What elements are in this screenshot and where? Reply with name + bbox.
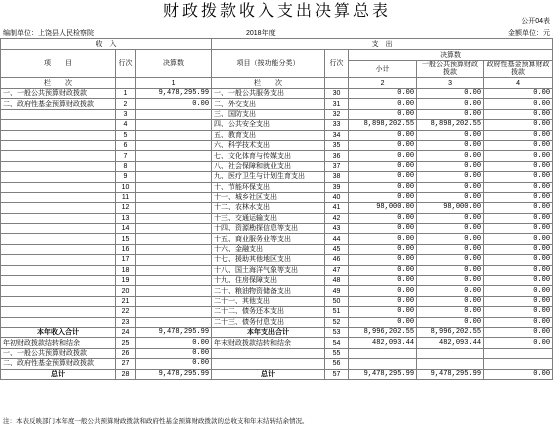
table-row — [1, 359, 553, 369]
general-budget-value: 0.00 — [417, 317, 484, 327]
subtotal-value: 0.00 — [349, 224, 417, 234]
left-row-no: 13 — [116, 213, 136, 223]
left-row-no: 27 — [116, 359, 136, 369]
general-budget-value: 0.00 — [417, 244, 484, 254]
gov-fund-value: 0.00 — [484, 120, 553, 130]
subtotal-value: 0.00 — [349, 89, 417, 99]
subtotal-value: 0.00 — [349, 213, 417, 223]
left-amount — [136, 276, 212, 286]
right-row-no: 33 — [325, 120, 349, 130]
right-row-no: 57 — [325, 369, 349, 379]
right-row-no: 46 — [325, 255, 349, 265]
table-row — [1, 172, 553, 182]
gov-fund-value: 0.00 — [484, 255, 553, 265]
col-label: 栏 次 — [1, 78, 116, 89]
general-budget-value: 0.00 — [417, 172, 484, 182]
col-1: 1 — [136, 78, 212, 89]
right-item: 十五、商业服务业等支出 — [212, 234, 325, 244]
left-row-no: 9 — [116, 172, 136, 182]
general-budget-value: 0.00 — [417, 130, 484, 140]
subtotal-value: 8,996,202.55 — [349, 327, 417, 337]
right-item: 二十一、其他支出 — [212, 296, 325, 306]
general-budget-header: 一般公共预算财政拨款 — [417, 61, 484, 78]
subtotal-value: 0.00 — [349, 265, 417, 275]
subtotal-value: 0.00 — [349, 255, 417, 265]
general-budget-value: 0.00 — [417, 151, 484, 161]
left-amount — [136, 265, 212, 275]
general-budget-value: 0.00 — [417, 192, 484, 202]
left-item — [1, 192, 116, 202]
gov-fund-value: 0.00 — [484, 244, 553, 254]
gov-fund-value: 0.00 — [484, 140, 553, 150]
right-item: 年末财政拨款结转和结余 — [212, 338, 325, 348]
footnote: 注：本表反映部门本年度一般公共预算财政拨款和政府性基金预算财政拨款的总收支和年末结转结余情况。 — [3, 418, 309, 425]
right-item: 二十二、债务还本支出 — [212, 307, 325, 317]
left-item — [1, 130, 116, 140]
table-row — [1, 203, 553, 213]
general-budget-value: 9,478,295.99 — [417, 369, 484, 379]
right-item: 十七、援助其他地区支出 — [212, 255, 325, 265]
subtotal-value: 0.00 — [349, 317, 417, 327]
subtotal-value: 9,478,295.99 — [349, 369, 417, 379]
page-title: 财政拨款收入支出决算总表 — [0, 0, 554, 22]
gov-fund-value: 0.00 — [484, 99, 553, 109]
right-item: 十九、住房保障支出 — [212, 276, 325, 286]
table-row — [1, 276, 553, 286]
left-item — [1, 296, 116, 306]
subtotal-value: 0.00 — [349, 99, 417, 109]
subtotal-value: 0.00 — [349, 244, 417, 254]
gov-fund-value: 0.00 — [484, 369, 553, 379]
left-amount — [136, 255, 212, 265]
col-label-right: 栏 次 — [212, 78, 325, 89]
subtotal-value — [349, 348, 417, 358]
left-item — [1, 161, 116, 171]
table-row — [1, 182, 553, 192]
gov-fund-value: 0.00 — [484, 224, 553, 234]
left-row-no: 14 — [116, 224, 136, 234]
general-budget-value: 0.00 — [417, 255, 484, 265]
gov-fund-value: 0.00 — [484, 296, 553, 306]
right-row-no: 32 — [325, 109, 349, 119]
right-item: 十三、交通运输支出 — [212, 213, 325, 223]
subtotal-value: 0.00 — [349, 172, 417, 182]
gov-fund-value: 0.00 — [484, 109, 553, 119]
right-item: 一、一般公共服务支出 — [212, 89, 325, 99]
left-item — [1, 151, 116, 161]
general-budget-value: 0.00 — [417, 224, 484, 234]
subtotal-value: 0.00 — [349, 182, 417, 192]
subtotal-value: 0.00 — [349, 161, 417, 171]
left-item — [1, 182, 116, 192]
table-row — [1, 296, 553, 306]
right-row-no: 43 — [325, 224, 349, 234]
gov-fund-value: 0.00 — [484, 213, 553, 223]
right-item: 二十三、债务付息支出 — [212, 317, 325, 327]
left-amount: 9,478,295.99 — [136, 369, 212, 379]
left-item — [1, 140, 116, 150]
left-row-no: 17 — [116, 255, 136, 265]
left-amount: 0.00 — [136, 338, 212, 348]
right-item: 总计 — [212, 369, 325, 379]
gov-fund-value: 0.00 — [484, 182, 553, 192]
left-row-no: 2 — [116, 99, 136, 109]
general-budget-value: 0.00 — [417, 276, 484, 286]
gov-fund-value: 0.00 — [484, 130, 553, 140]
left-item: 二、政府性基金预算财政拨款 — [1, 359, 116, 369]
right-item: 十四、资源勘探信息等支出 — [212, 224, 325, 234]
left-item — [1, 234, 116, 244]
left-item: 二、政府性基金预算财政拨款 — [1, 99, 116, 109]
table-row — [1, 130, 553, 140]
left-row-no: 8 — [116, 161, 136, 171]
right-item: 六、科学技术支出 — [212, 140, 325, 150]
right-item: 三、国防支出 — [212, 109, 325, 119]
left-amount — [136, 161, 212, 171]
left-row-no: 26 — [116, 348, 136, 358]
money-unit: 金额单位：元 — [508, 30, 550, 37]
form-code: 公开04表 — [521, 18, 550, 25]
gov-fund-value: 0.00 — [484, 161, 553, 171]
left-amount — [136, 244, 212, 254]
right-row-no: 41 — [325, 203, 349, 213]
subtotal-value: 0.00 — [349, 151, 417, 161]
right-row-no: 52 — [325, 317, 349, 327]
right-row-no: 48 — [325, 276, 349, 286]
final-amount-header: 决算数 — [136, 50, 212, 78]
table-row — [1, 327, 553, 337]
row-no-header: 行次 — [116, 50, 136, 78]
left-amount — [136, 109, 212, 119]
left-amount — [136, 317, 212, 327]
left-row-no: 7 — [116, 151, 136, 161]
table-row — [1, 369, 553, 379]
left-row-no: 25 — [116, 338, 136, 348]
left-amount: 9,478,295.99 — [136, 89, 212, 99]
right-item: 二十、粮油物资储备支出 — [212, 286, 325, 296]
gov-fund-value: 0.00 — [484, 89, 553, 99]
left-row-no: 20 — [116, 286, 136, 296]
general-budget-value: 0.00 — [417, 182, 484, 192]
gov-fund-value: 0.00 — [484, 276, 553, 286]
left-row-no: 1 — [116, 89, 136, 99]
item-func-header: 项目（按功能分类） — [212, 50, 325, 78]
right-row-no: 38 — [325, 172, 349, 182]
table-row — [1, 192, 553, 202]
subtotal-value: 0.00 — [349, 307, 417, 317]
right-item: 七、文化体育与传媒支出 — [212, 151, 325, 161]
right-row-no: 42 — [325, 213, 349, 223]
table-row — [1, 317, 553, 327]
gov-fund-value: 0.00 — [484, 338, 553, 348]
gov-fund-value: 0.00 — [484, 151, 553, 161]
empty-cell — [116, 78, 136, 89]
gov-fund-value: 0.00 — [484, 307, 553, 317]
left-row-no: 5 — [116, 130, 136, 140]
row-no-header-right: 行次 — [325, 50, 349, 78]
left-amount — [136, 182, 212, 192]
left-item — [1, 255, 116, 265]
right-item: 十一、城乡社区支出 — [212, 192, 325, 202]
right-item: 本年支出合计 — [212, 327, 325, 337]
left-amount — [136, 296, 212, 306]
general-budget-value: 0.00 — [417, 99, 484, 109]
right-item — [212, 348, 325, 358]
subtotal-value: 0.00 — [349, 276, 417, 286]
right-row-no: 30 — [325, 89, 349, 99]
left-amount — [136, 172, 212, 182]
right-item: 十六、金融支出 — [212, 244, 325, 254]
general-budget-value: 0.00 — [417, 89, 484, 99]
general-budget-value — [417, 348, 484, 358]
right-row-no: 35 — [325, 140, 349, 150]
right-item: 十、节能环保支出 — [212, 182, 325, 192]
general-budget-value: 0.00 — [417, 161, 484, 171]
table-row — [1, 99, 553, 109]
gov-fund-value: 0.00 — [484, 327, 553, 337]
left-item — [1, 172, 116, 182]
right-row-no: 55 — [325, 348, 349, 358]
subtotal-value: 0.00 — [349, 130, 417, 140]
right-row-no: 36 — [325, 151, 349, 161]
left-item — [1, 307, 116, 317]
general-budget-value: 0.00 — [417, 234, 484, 244]
general-budget-value: 482,093.44 — [417, 338, 484, 348]
gov-fund-value — [484, 359, 553, 369]
general-budget-value: 0.00 — [417, 265, 484, 275]
left-item — [1, 244, 116, 254]
right-item — [212, 359, 325, 369]
left-row-no: 6 — [116, 140, 136, 150]
general-budget-value: 8,898,202.55 — [417, 120, 484, 130]
gov-fund-header: 政府性基金预算财政拨款 — [484, 61, 553, 78]
table-body — [1, 89, 553, 380]
right-row-no: 54 — [325, 338, 349, 348]
table-row — [1, 213, 553, 223]
budget-table — [0, 38, 553, 380]
gov-fund-value: 0.00 — [484, 203, 553, 213]
left-item: 本年收入合计 — [1, 327, 116, 337]
left-amount — [136, 234, 212, 244]
right-item: 八、社会保障和就业支出 — [212, 161, 325, 171]
left-amount — [136, 151, 212, 161]
right-row-no: 34 — [325, 130, 349, 140]
left-row-no: 28 — [116, 369, 136, 379]
gov-fund-value: 0.00 — [484, 172, 553, 182]
table-row — [1, 307, 553, 317]
left-amount — [136, 203, 212, 213]
table-row — [1, 89, 553, 99]
final-amount-header-right: 决算数 — [349, 50, 553, 61]
table-row — [1, 161, 553, 171]
left-row-no: 18 — [116, 265, 136, 275]
empty-cell — [325, 78, 349, 89]
right-row-no: 44 — [325, 234, 349, 244]
right-row-no: 51 — [325, 307, 349, 317]
right-row-no: 53 — [325, 327, 349, 337]
subtotal-value: 98,000.00 — [349, 203, 417, 213]
unit-label: 编制单位：上饶县人民检察院 — [3, 30, 94, 37]
general-budget-value — [417, 359, 484, 369]
left-amount — [136, 213, 212, 223]
left-item: 总计 — [1, 369, 116, 379]
left-row-no: 3 — [116, 109, 136, 119]
table-row — [1, 120, 553, 130]
table-row — [1, 286, 553, 296]
left-amount: 9,478,295.99 — [136, 327, 212, 337]
gov-fund-value — [484, 348, 553, 358]
expense-header: 支 出 — [212, 39, 553, 50]
subtotal-value: 0.00 — [349, 286, 417, 296]
left-row-no: 16 — [116, 244, 136, 254]
left-item — [1, 120, 116, 130]
right-item: 五、教育支出 — [212, 130, 325, 140]
right-item: 四、公共安全支出 — [212, 120, 325, 130]
left-row-no: 10 — [116, 182, 136, 192]
gov-fund-value: 0.00 — [484, 317, 553, 327]
table-row — [1, 348, 553, 358]
left-item — [1, 203, 116, 213]
subtotal-value: 8,898,202.55 — [349, 120, 417, 130]
left-item — [1, 317, 116, 327]
general-budget-value: 0.00 — [417, 286, 484, 296]
left-item — [1, 224, 116, 234]
left-amount — [136, 307, 212, 317]
left-amount: 0.00 — [136, 99, 212, 109]
left-amount — [136, 130, 212, 140]
right-row-no: 40 — [325, 192, 349, 202]
left-amount: 0.00 — [136, 359, 212, 369]
left-item — [1, 276, 116, 286]
left-row-no: 21 — [116, 296, 136, 306]
table-row — [1, 244, 553, 254]
subtotal-value — [349, 359, 417, 369]
col-3: 3 — [417, 78, 484, 89]
gov-fund-value: 0.00 — [484, 234, 553, 244]
left-item — [1, 109, 116, 119]
year-label: 2018年度 — [246, 30, 276, 37]
left-row-no: 12 — [116, 203, 136, 213]
subtotal-value: 482,093.44 — [349, 338, 417, 348]
subtotal-value: 0.00 — [349, 234, 417, 244]
right-row-no: 45 — [325, 244, 349, 254]
general-budget-value: 0.00 — [417, 140, 484, 150]
table-row — [1, 338, 553, 348]
right-row-no: 37 — [325, 161, 349, 171]
gov-fund-value: 0.00 — [484, 192, 553, 202]
left-amount — [136, 140, 212, 150]
left-item — [1, 286, 116, 296]
right-row-no: 47 — [325, 265, 349, 275]
left-row-no: 22 — [116, 307, 136, 317]
right-item: 十二、农林水支出 — [212, 203, 325, 213]
right-item: 二、外交支出 — [212, 99, 325, 109]
right-row-no: 39 — [325, 182, 349, 192]
left-row-no: 19 — [116, 276, 136, 286]
subtotal-value: 0.00 — [349, 296, 417, 306]
left-row-no: 11 — [116, 192, 136, 202]
right-row-no: 50 — [325, 296, 349, 306]
table-row — [1, 224, 553, 234]
left-item: 一、一般公共预算财政拨款 — [1, 89, 116, 99]
left-amount — [136, 224, 212, 234]
left-row-no: 24 — [116, 327, 136, 337]
subtotal-value: 0.00 — [349, 109, 417, 119]
gov-fund-value: 0.00 — [484, 265, 553, 275]
col-4: 4 — [484, 78, 553, 89]
income-header: 收 入 — [1, 39, 212, 50]
gov-fund-value: 0.00 — [484, 286, 553, 296]
right-row-no: 49 — [325, 286, 349, 296]
right-row-no: 56 — [325, 359, 349, 369]
left-row-no: 23 — [116, 317, 136, 327]
left-amount: 0.00 — [136, 348, 212, 358]
table-row — [1, 151, 553, 161]
left-item: 年初财政拨款结转和结余 — [1, 338, 116, 348]
left-row-no: 4 — [116, 120, 136, 130]
table-row — [1, 265, 553, 275]
right-item: 十八、国土海洋气象等支出 — [212, 265, 325, 275]
item-header: 项 目 — [1, 50, 116, 78]
right-row-no: 31 — [325, 99, 349, 109]
col-2: 2 — [349, 78, 417, 89]
table-row — [1, 255, 553, 265]
table-row — [1, 234, 553, 244]
left-amount — [136, 286, 212, 296]
left-amount — [136, 120, 212, 130]
general-budget-value: 0.00 — [417, 109, 484, 119]
subtotal-value: 0.00 — [349, 192, 417, 202]
general-budget-value: 98,000.00 — [417, 203, 484, 213]
table-row — [1, 109, 553, 119]
left-item: 一、一般公共预算财政拨款 — [1, 348, 116, 358]
general-budget-value: 0.00 — [417, 307, 484, 317]
general-budget-value: 0.00 — [417, 296, 484, 306]
left-item — [1, 265, 116, 275]
general-budget-value: 8,996,202.55 — [417, 327, 484, 337]
right-item: 九、医疗卫生与计划生育支出 — [212, 172, 325, 182]
left-row-no: 15 — [116, 234, 136, 244]
left-item — [1, 213, 116, 223]
general-budget-value: 0.00 — [417, 213, 484, 223]
subtotal-value: 0.00 — [349, 140, 417, 150]
table-row — [1, 140, 553, 150]
subtotal-header: 小计 — [349, 61, 417, 78]
left-amount — [136, 192, 212, 202]
